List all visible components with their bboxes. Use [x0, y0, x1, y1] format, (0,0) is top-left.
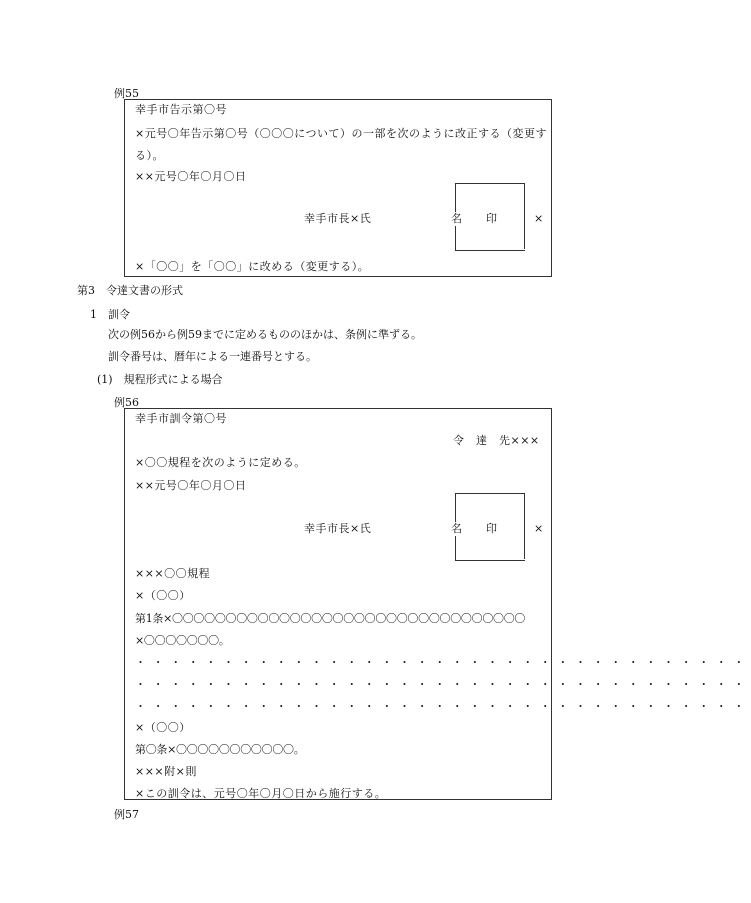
seal-label-stamp: 印 [486, 212, 497, 225]
notice-amendment: ×「〇〇」を「〇〇」に改める（変更する）。 [135, 260, 370, 273]
section-heading: 第3 令達文書の形式 [77, 284, 183, 297]
directive-title: 幸手市訓令第〇号 [135, 412, 227, 425]
mayor-name: 幸手市長×氏 [304, 212, 372, 225]
article-line: ×〇〇〇〇〇〇〇。 [135, 634, 230, 647]
ellipsis-line: ・・・・・・・・・・・・・・・・・・・・・・・・・・・・・・・・・・・ [135, 678, 751, 691]
article-line: 第〇条×〇〇〇〇〇〇〇〇〇〇〇。 [135, 743, 305, 756]
supplementary-line: ×この訓令は、元号〇年〇月〇日から施行する。 [135, 787, 387, 800]
mayor-name: 幸手市長×氏 [304, 522, 372, 535]
supplementary-heading: ×××附×則 [135, 765, 197, 778]
directive-date: ××元号〇年〇月〇日 [135, 479, 247, 492]
notice-date: ××元号〇年〇月〇日 [135, 170, 247, 183]
notice-title: 幸手市告示第〇号 [135, 103, 227, 116]
article-caption: ×（〇〇） [135, 589, 191, 602]
paragraph: 次の例56から例59までに定めるもののほかは、条例に準ずる。 [108, 328, 422, 341]
article-line: 第1条×〇〇〇〇〇〇〇〇〇〇〇〇〇〇〇〇〇〇〇〇〇〇〇〇〇〇〇〇〇〇〇〇〇 [135, 612, 526, 625]
notice-body-line: ×元号〇年告示第〇号（〇〇〇について）の一部を次のように改正する（変更す [135, 127, 547, 140]
ellipsis-line: ・・・・・・・・・・・・・・・・・・・・・・・・・・・・・・・・・・・ [135, 656, 751, 669]
seal-label-name: 名 [451, 522, 462, 535]
subsection-heading: 1 訓令 [90, 308, 130, 321]
seal-trailing-mark: × [534, 212, 544, 225]
directive-body-line: ×〇〇規程を次のように定める。 [135, 456, 306, 469]
ellipsis-line: ・・・・・・・・・・・・・・・・・・・・・・・・・・・・・・・・・・・ [135, 700, 751, 713]
seal-label-name: 名 [451, 212, 462, 225]
regulation-title: ×××〇〇規程 [135, 567, 211, 580]
article-caption: ×（〇〇） [135, 721, 191, 734]
directive-addressee: 令 達 先××× [453, 434, 540, 447]
example-56-label: 例56 [114, 396, 139, 409]
seal-trailing-mark: × [534, 522, 544, 535]
notice-body-line: る）。 [135, 149, 164, 162]
seal-label-stamp: 印 [486, 522, 497, 535]
example-55-label: 例55 [114, 87, 139, 100]
example-57-label: 例57 [114, 808, 139, 821]
item-heading: (1) 規程形式による場合 [97, 373, 223, 386]
paragraph: 訓令番号は、暦年による一連番号とする。 [108, 350, 317, 363]
